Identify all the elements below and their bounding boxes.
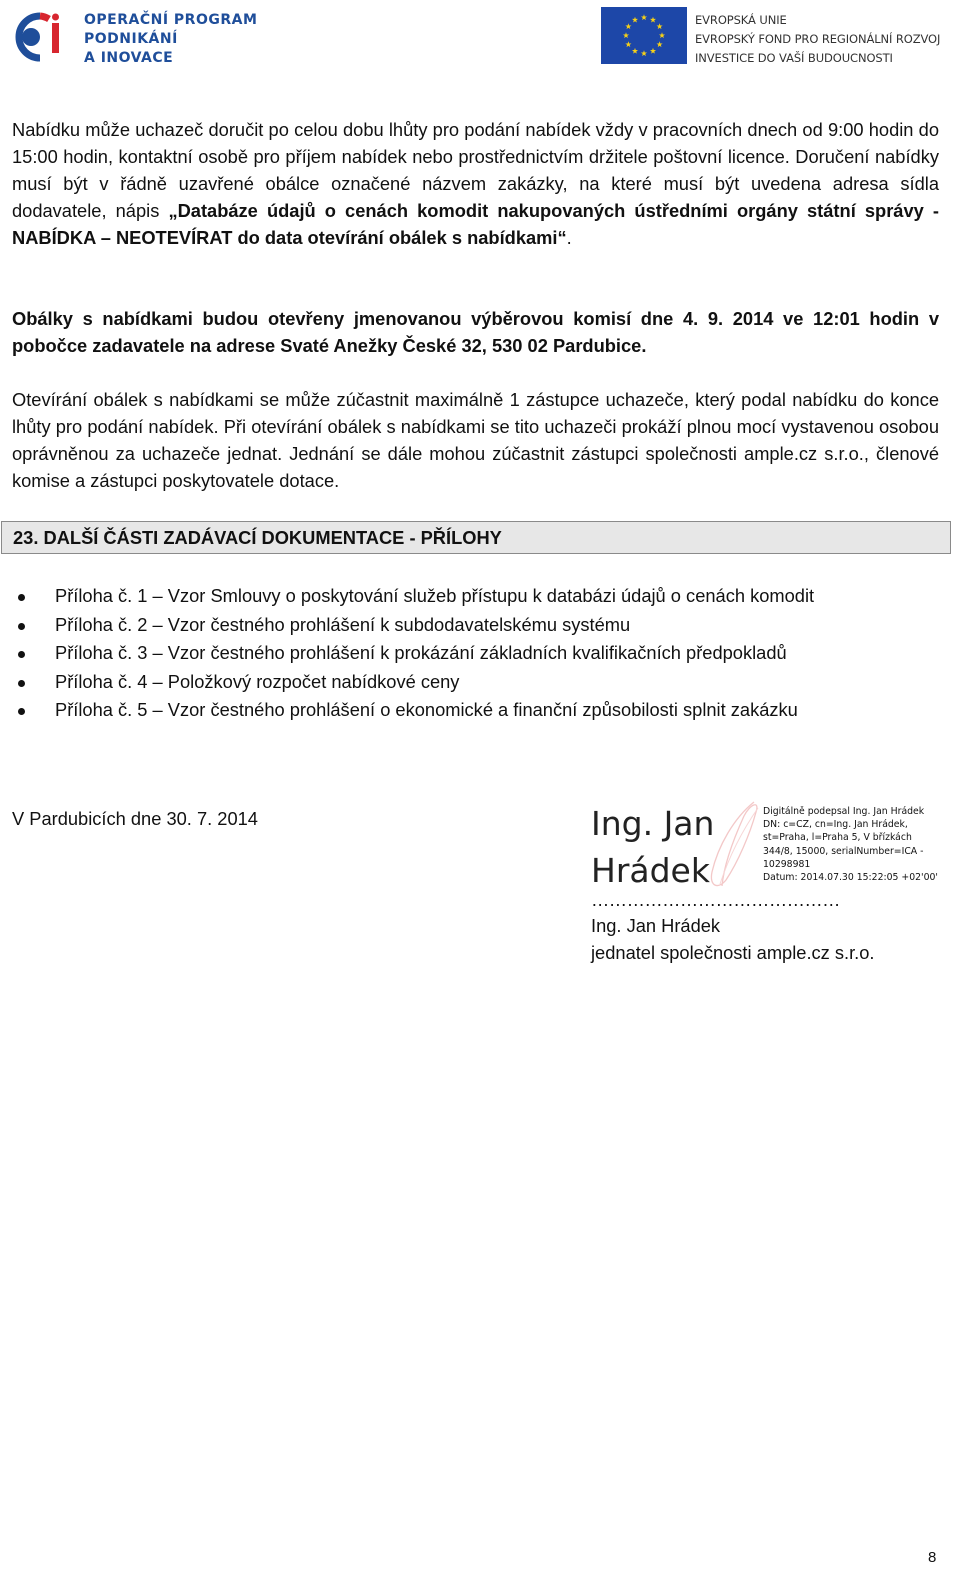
bullet-icon xyxy=(18,708,25,715)
opi-logo-line: A INOVACE xyxy=(84,50,174,66)
list-item xyxy=(0,582,960,611)
paragraph-opening-date: Obálky s nabídkami budou otevřeny jmenovanou výběrovou komisí dne 4. 9. 2014 ve 12:01 hodin v pobočce zadavatele na adrese Svaté Anežky České 32, 530 02 Pardubice. xyxy=(12,308,939,356)
attachments-list xyxy=(0,582,960,725)
list-item xyxy=(0,611,960,640)
attachment-label: Příloha č. 5 – Vzor čestného prohlášení o ekonomické a finanční způsobilosti splnit zakázku xyxy=(55,699,798,720)
opi-logo-line: OPERAČNÍ PROGRAM xyxy=(84,12,258,28)
signature-name-line: Ing. Jan xyxy=(591,804,715,843)
signer-name: Ing. Jan Hrádek xyxy=(591,915,721,936)
signature-swirl-icon xyxy=(704,798,766,894)
signature-detail-line: st=Praha, l=Praha 5, V břízkách xyxy=(763,832,912,844)
opi-logo-line: PODNIKÁNÍ xyxy=(84,31,178,47)
attachment-label: Příloha č. 2 – Vzor čestného prohlášení k subdodavatelskému systému xyxy=(55,613,631,635)
section-heading: 23. DALŠÍ ČÁSTI ZADÁVACÍ DOKUMENTACE - PŘÍLOHY xyxy=(13,527,502,548)
opi-logo-icon xyxy=(10,10,66,64)
page-header xyxy=(0,0,960,80)
list-item xyxy=(0,639,960,668)
eu-logo-line: EVROPSKÁ UNIE xyxy=(695,13,787,27)
signature-line: …………………………………… xyxy=(591,889,840,910)
bullet-icon xyxy=(18,680,25,687)
page-number: 8 xyxy=(928,1549,937,1566)
signature-name-line: Hrádek xyxy=(591,851,710,890)
bullet-icon xyxy=(18,623,25,630)
signature-detail-line: Digitálně podepsal Ing. Jan Hrádek xyxy=(763,806,925,817)
eu-logo-line: INVESTICE DO VAŠÍ BUDOUCNOSTI xyxy=(695,51,893,65)
opi-logo-text xyxy=(84,11,284,68)
digital-signature-details xyxy=(763,805,953,884)
bullet-icon xyxy=(18,594,25,601)
eu-flag-icon xyxy=(601,7,687,64)
attachment-label: Příloha č. 4 – Položkový rozpočet nabídkové ceny xyxy=(55,670,460,692)
signature-detail-line: 10298981 xyxy=(763,858,811,870)
bullet-icon xyxy=(18,651,25,658)
signature-detail-line: Datum: 2014.07.30 15:22:05 +02'00' xyxy=(763,872,938,884)
attachment-label: Příloha č. 3 – Vzor čestného prohlášení k prokázání základních kvalifikačních předpokladů xyxy=(55,642,787,663)
paragraph-attendance: Otevírání obálek s nabídkami se může zúčastnit maximálně 1 zástupce uchazeče, který podal nabídku do konce lhůty pro podání nabídek. Při otevírání obálek s nabídkami se tito uchazeči prokáží plnou mocí vystavenou osobou oprávněnou za uchazeče jednat. Jednání se dále mohou zúčastnit zástupci společnosti ample.cz s.r.o., členové komise a zástupci poskytovatele dotace. xyxy=(12,389,939,491)
eu-logo-text xyxy=(695,11,955,68)
digital-signature-name xyxy=(591,800,721,894)
list-item xyxy=(0,668,960,697)
place-and-date: V Pardubicích dne 30. 7. 2014 xyxy=(12,808,258,829)
signature-detail-line: 344/8, 15000, serialNumber=ICA - xyxy=(763,845,924,857)
signature-detail-line: DN: c=CZ, cn=Ing. Jan Hrádek, xyxy=(763,819,908,831)
section-heading-box xyxy=(1,521,951,554)
paragraph-delivery xyxy=(12,116,939,251)
paragraph-text: Nabídku může uchazeč doručit po celou dobu lhůty pro podání nabídek vždy v pracovních dnech od 9:00 hodin do 15:00 hodin, kontaktní osobě pro příjem nabídek nebo prostřednictvím držitele poštovní licence. Doručení nabídky musí být v řádně uzavřené obálce označené názvem zakázky, na které musí být uvedena adresa sídla dodavatele, nápis xyxy=(12,119,939,221)
envelope-label-text: „Databáze údajů o cenách komodit nakupovaných ústředními orgány státní správy - NABÍDKA – NEOTEVÍRAT do data otevírání obálek s nabídkami“ xyxy=(12,200,939,248)
list-item xyxy=(0,696,960,725)
attachment-label: Příloha č. 1 – Vzor Smlouvy o poskytování služeb přístupu k databázi údajů o cenách komodit xyxy=(55,585,815,606)
signer-role: jednatel společnosti ample.cz s.r.o. xyxy=(591,942,875,963)
paragraph-text: . xyxy=(566,227,572,248)
eu-logo-line: EVROPSKÝ FOND PRO REGIONÁLNÍ ROZVOJ xyxy=(695,32,941,46)
